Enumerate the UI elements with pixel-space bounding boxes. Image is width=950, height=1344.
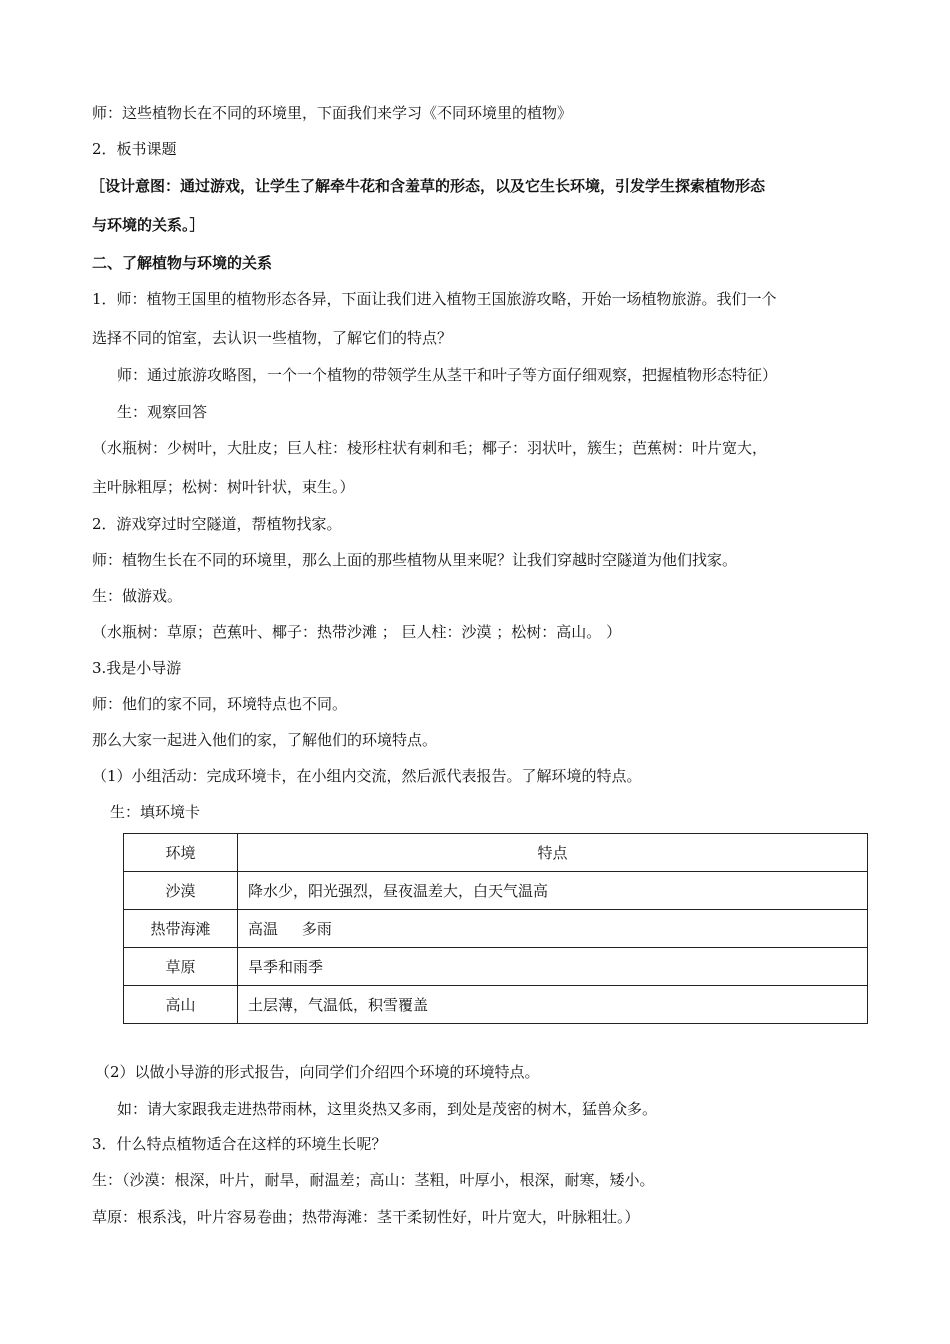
step-heading: 2．游戏穿过时空隧道，帮植物找家。 — [92, 515, 342, 533]
paragraph: 生：（沙漠：根深，叶片，耐旱，耐温差；高山：茎粗，叶厚小，根深，耐寒，矮小。 — [92, 1171, 655, 1189]
table-cell: 土层薄，气温低，积雪覆盖 — [238, 986, 868, 1024]
section-heading: 二、了解植物与环境的关系 — [92, 254, 273, 272]
step-heading: 3.我是小导游 — [92, 659, 182, 677]
step-heading: 3．什么特点植物适合在这样的环境生长呢？ — [92, 1135, 387, 1153]
table-row — [124, 910, 868, 948]
table-cell: 降水少，阳光强烈，昼夜温差大，白天气温高 — [238, 872, 868, 910]
table-header-cell: 特点 — [238, 834, 868, 872]
paragraph: 师：这些植物长在不同的环境里，下面我们来学习《不同环境里的植物》 — [92, 104, 573, 122]
paragraph: （水瓶树：少树叶，大肚皮；巨人柱：棱形柱状有刺和毛；椰子：羽状叶，簇生；芭蕉树：叶片宽大， — [92, 439, 768, 457]
table-cell: 草原 — [124, 948, 238, 986]
paragraph: 生：做游戏。 — [92, 587, 183, 605]
paragraph: （2）以做小导游的形式报告，向同学们介绍四个环境的环境特点。 — [95, 1063, 540, 1081]
table-header-row — [124, 834, 868, 872]
table-row — [124, 986, 868, 1024]
paragraph: 草原：根系浅，叶片容易卷曲；热带海滩：茎干柔韧性好，叶片宽大，叶脉粗壮。） — [92, 1208, 640, 1226]
paragraph: 选择不同的馆室，去认识一些植物，了解它们的特点？ — [92, 329, 453, 347]
step-heading: 2．板书课题 — [92, 140, 177, 158]
paragraph: 师：他们的家不同，环境特点也不同。 — [92, 695, 348, 713]
design-intent-note: ［设计意图：通过游戏，让学生了解牵牛花和含羞草的形态，以及它生长环境，引发学生探索植物形态 — [90, 177, 766, 195]
table-cell: 沙漠 — [124, 872, 238, 910]
table-cell: 旱季和雨季 — [238, 948, 868, 986]
design-intent-note-cont: 与环境的关系。］ — [92, 216, 205, 234]
table-cell: 热带海滩 — [124, 910, 238, 948]
table-header-cell: 环境 — [124, 834, 238, 872]
paragraph: 主叶脉粗厚；松树：树叶针状，束生。） — [92, 478, 355, 496]
table-cell: 高山 — [124, 986, 238, 1024]
paragraph: （1）小组活动：完成环境卡，在小组内交流，然后派代表报告。了解环境的特点。 — [92, 767, 642, 785]
table-row — [124, 948, 868, 986]
paragraph: 如：请大家跟我走进热带雨林，这里炎热又多雨，到处是茂密的树木，猛兽众多。 — [117, 1100, 658, 1118]
environment-card-table — [123, 833, 868, 1024]
table-row — [124, 872, 868, 910]
paragraph: 那么大家一起进入他们的家，了解他们的环境特点。 — [92, 731, 438, 749]
paragraph: 师：植物生长在不同的环境里，那么上面的那些植物从里来呢？让我们穿越时空隧道为他们找家。 — [92, 551, 738, 569]
paragraph: （水瓶树：草原；芭蕉叶、椰子：热带沙滩 ； 巨人柱：沙漠 ；松树：高山。 ） — [92, 623, 622, 641]
paragraph: 1．师：植物王国里的植物形态各异，下面让我们进入植物王国旅游攻略，开始一场植物旅游。我们一个 — [92, 290, 777, 308]
paragraph: 生：填环境卡 — [110, 803, 201, 821]
paragraph: 生：观察回答 — [117, 403, 208, 421]
table-cell: 高温 多雨 — [238, 910, 868, 948]
paragraph: 师：通过旅游攻略图，一个一个植物的带领学生从茎干和叶子等方面仔细观察，把握植物形态特征） — [117, 366, 778, 384]
